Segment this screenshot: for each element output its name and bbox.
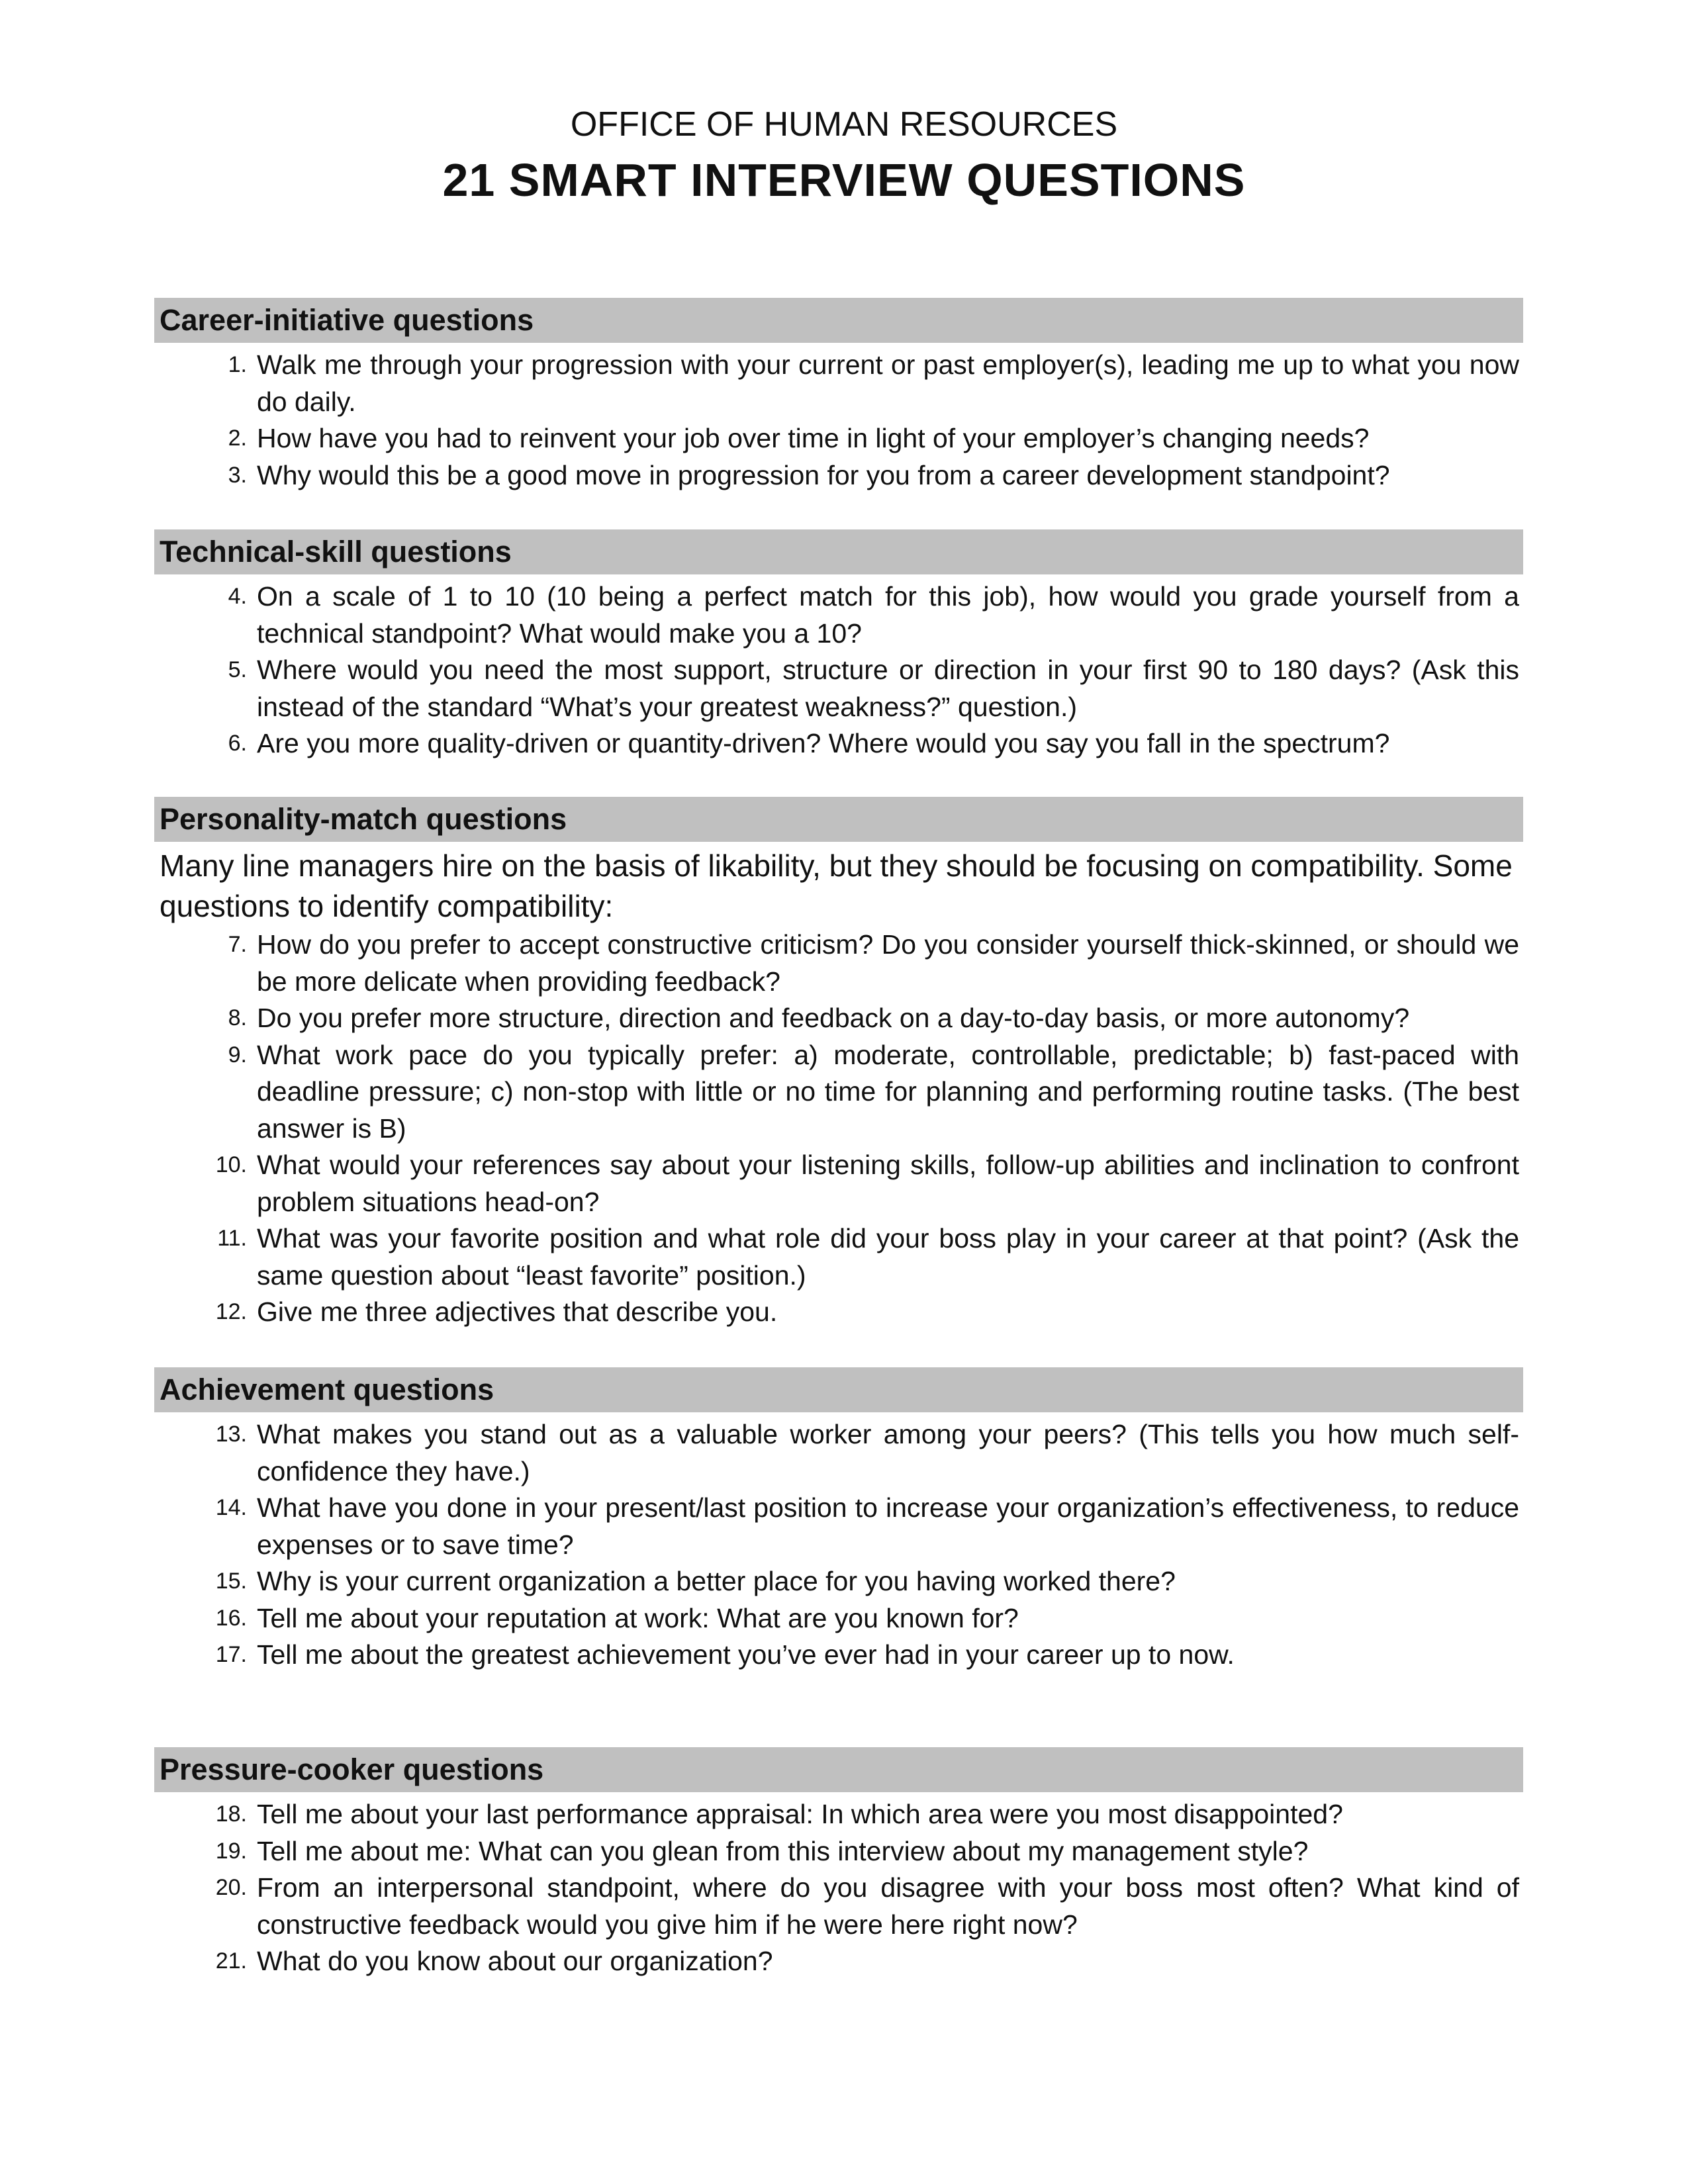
question-text: Give me three adjectives that describe you. bbox=[257, 1297, 778, 1327]
question-item bbox=[154, 347, 1523, 420]
question-number: 12. bbox=[215, 1299, 247, 1324]
question-item bbox=[154, 1416, 1523, 1490]
section-intro: Many line managers hire on the basis of likability, but they should be focusing on compatibility. Some questions to identify compatibility: bbox=[160, 848, 1513, 923]
question-item bbox=[154, 420, 1523, 457]
question-text: Why would this be a good move in progression for you from a career development standpoint? bbox=[257, 459, 1390, 490]
question-number: 3. bbox=[228, 462, 247, 488]
question-item bbox=[154, 1563, 1523, 1600]
office-title: OFFICE OF HUMAN RESOURCES bbox=[570, 105, 1118, 144]
question-text: What makes you stand out as a valuable worker among your peers? (This tells you how much self-confidence they have.) bbox=[257, 1419, 1519, 1486]
question-text: Why is your current organization a better place for you having worked there? bbox=[257, 1566, 1176, 1596]
question-text: What would your references say about your listening skills, follow-up abilities and inclination to confront problem situations head-on? bbox=[257, 1150, 1519, 1217]
question-list bbox=[154, 1416, 1523, 1674]
question-number: 20. bbox=[215, 1875, 247, 1900]
question-number: 18. bbox=[215, 1801, 247, 1827]
question-item bbox=[154, 1637, 1523, 1674]
question-item bbox=[154, 1870, 1523, 1943]
question-text: What was your favorite position and what role did your boss play in your career at that point? (Ask the same question about “least favorite” position.) bbox=[257, 1223, 1519, 1291]
question-text: Do you prefer more structure, direction and feedback on a day-to-day basis, or more autonomy? bbox=[257, 1003, 1410, 1033]
question-item bbox=[154, 1796, 1523, 1833]
question-number: 9. bbox=[228, 1042, 247, 1068]
question-list bbox=[154, 927, 1523, 1331]
question-number: 14. bbox=[215, 1495, 247, 1520]
question-list bbox=[154, 578, 1523, 762]
question-text: What work pace do you typically prefer: a) moderate, controllable, predictable; b) fast-paced with deadline pressure; c) non-stop with little or no time for planning and performing routine tasks. (The best answer is B) bbox=[257, 1039, 1519, 1144]
question-number: 19. bbox=[215, 1838, 247, 1864]
question-item bbox=[154, 927, 1523, 1000]
section-header: Career-initiative questions bbox=[154, 298, 1523, 343]
question-text: Tell me about me: What can you glean from this interview about my management style? bbox=[257, 1835, 1309, 1866]
section-header: Achievement questions bbox=[154, 1367, 1523, 1412]
section-pressure-cooker bbox=[154, 1747, 1523, 1980]
question-item bbox=[154, 1490, 1523, 1563]
question-item bbox=[154, 1294, 1523, 1331]
question-text: How have you had to reinvent your job over time in light of your employer’s changing needs? bbox=[257, 423, 1370, 453]
question-text: How do you prefer to accept constructive criticism? Do you consider yourself thick-skinned, or should we be more delicate when providing feedback? bbox=[257, 929, 1519, 997]
question-text: On a scale of 1 to 10 (10 being a perfect match for this job), how would you grade yourself from a technical standpoint? What would make you a 10? bbox=[257, 581, 1519, 649]
question-item bbox=[154, 1220, 1523, 1294]
question-item bbox=[154, 1943, 1523, 1980]
question-list bbox=[154, 1796, 1523, 1980]
question-number: 17. bbox=[215, 1642, 247, 1667]
question-item bbox=[154, 1037, 1523, 1148]
question-item bbox=[154, 725, 1523, 762]
section-header: Technical-skill questions bbox=[154, 529, 1523, 574]
question-text: From an interpersonal standpoint, where do you disagree with your boss most often? What kind of constructive feedback would you give him if he were here right now? bbox=[257, 1872, 1519, 1940]
question-text: What do you know about our organization? bbox=[257, 1946, 773, 1976]
question-number: 4. bbox=[228, 584, 247, 609]
question-item bbox=[154, 1833, 1523, 1870]
question-number: 8. bbox=[228, 1005, 247, 1030]
section-personality-match bbox=[154, 797, 1523, 1331]
question-item bbox=[154, 1000, 1523, 1037]
question-number: 13. bbox=[215, 1422, 247, 1447]
question-item bbox=[154, 1147, 1523, 1220]
question-number: 16. bbox=[215, 1605, 247, 1631]
question-text: What have you done in your present/last position to increase your organization’s effectiveness, to reduce expenses or to save time? bbox=[257, 1492, 1519, 1560]
question-text: Tell me about the greatest achievement you’ve ever had in your career up to now. bbox=[257, 1639, 1235, 1670]
question-item bbox=[154, 1600, 1523, 1637]
question-number: 1. bbox=[228, 352, 247, 377]
section-header: Personality-match questions bbox=[154, 797, 1523, 842]
question-number: 15. bbox=[215, 1569, 247, 1594]
section-technical-skill bbox=[154, 529, 1523, 762]
question-number: 21. bbox=[215, 1948, 247, 1974]
question-number: 2. bbox=[228, 426, 247, 451]
section-achievement bbox=[154, 1367, 1523, 1674]
question-item bbox=[154, 652, 1523, 725]
question-text: Where would you need the most support, structure or direction in your first 90 to 180 days? (Ask this instead of the standard “What’s your greatest weakness?” question.) bbox=[257, 655, 1519, 722]
question-text: Are you more quality-driven or quantity-driven? Where would you say you fall in the spectrum? bbox=[257, 728, 1390, 758]
question-list bbox=[154, 347, 1523, 494]
section-header: Pressure-cooker questions bbox=[154, 1747, 1523, 1792]
question-number: 10. bbox=[215, 1152, 247, 1177]
question-text: Walk me through your progression with your current or past employer(s), leading me up to what you now do daily. bbox=[257, 349, 1519, 417]
section-career-initiative bbox=[154, 298, 1523, 494]
question-number: 7. bbox=[228, 932, 247, 957]
question-item bbox=[154, 578, 1523, 652]
question-item bbox=[154, 457, 1523, 494]
question-text: Tell me about your last performance appraisal: In which area were you most disappointed? bbox=[257, 1799, 1343, 1829]
question-number: 11. bbox=[217, 1226, 247, 1251]
question-number: 6. bbox=[228, 731, 247, 756]
question-number: 5. bbox=[228, 657, 247, 682]
page-title: 21 SMART INTERVIEW QUESTIONS bbox=[442, 154, 1246, 206]
question-text: Tell me about your reputation at work: What are you known for? bbox=[257, 1602, 1019, 1633]
